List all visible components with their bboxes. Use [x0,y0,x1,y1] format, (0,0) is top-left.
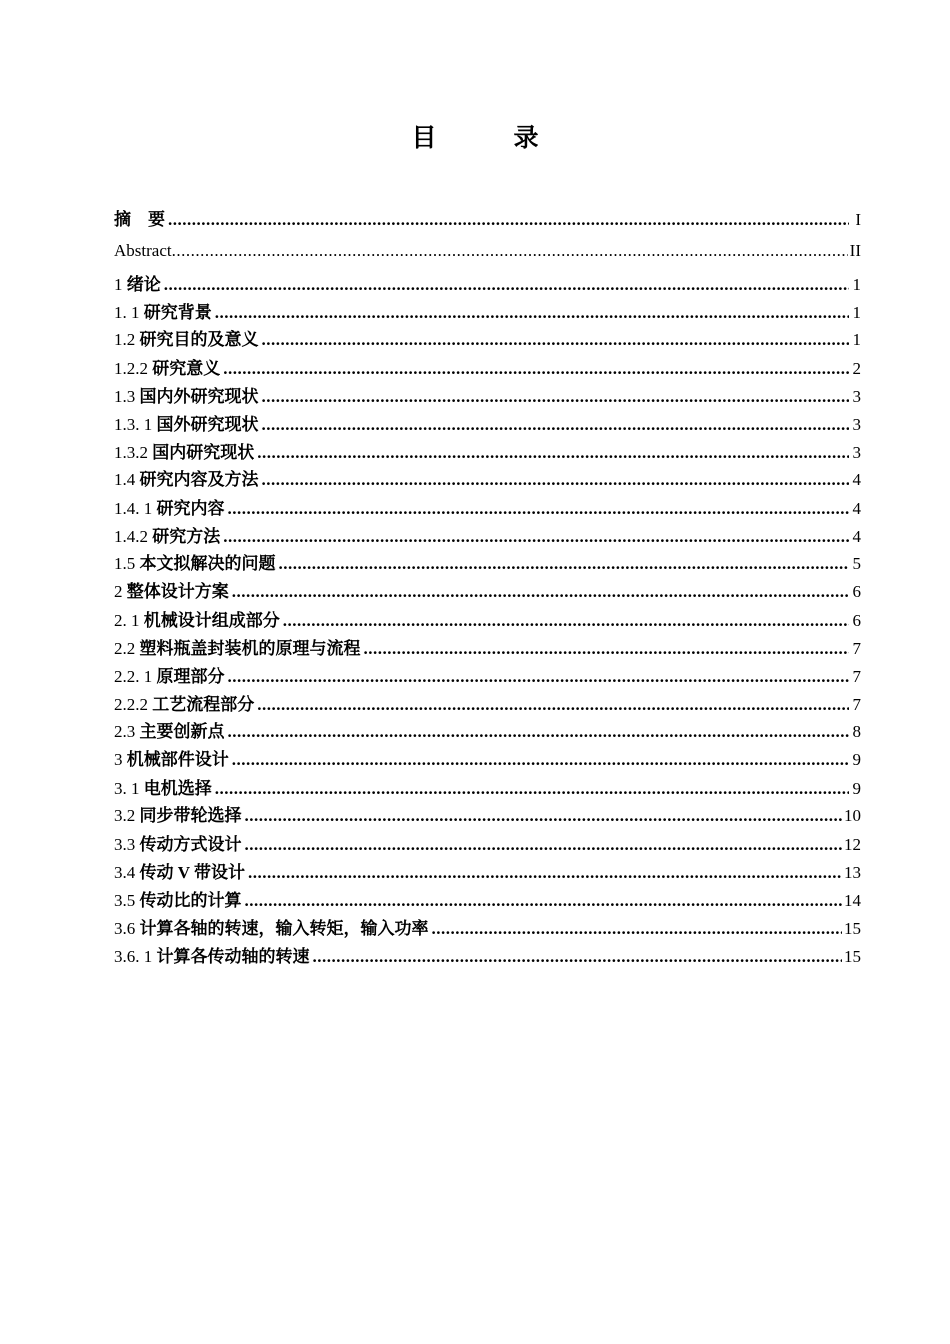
dot-leader [245,889,843,913]
toc-entry-page: 14 [844,891,861,910]
toc-entry-page: 2 [852,359,861,378]
toc-entry-page: 15 [844,919,861,938]
toc-entry-title: Abstract [114,241,172,260]
dot-leader [172,239,848,263]
toc-entry[interactable] [114,833,861,857]
toc-entry-number: 1.3. 1 [114,415,157,434]
toc-entry-page: 3 [852,443,861,462]
dot-leader [432,917,843,941]
toc-entry-page: 3 [852,415,861,434]
toc-entry-page: 4 [852,527,861,546]
toc-entry-title: 研究内容及方法 [139,470,259,489]
toc-entry[interactable] [114,861,861,885]
toc-entry-title: 研究方法 [152,527,221,546]
toc-entry-number: 1.2 [114,330,140,349]
toc-entry-page: 7 [852,639,861,658]
toc-entry[interactable] [114,693,861,717]
toc-entry-page: 4 [852,499,861,518]
toc-entry-title: 国外研究现状 [156,415,259,434]
toc-entry-page: 15 [844,947,861,966]
dot-leader [262,413,850,437]
toc-entry-page: 7 [852,695,861,714]
toc-entry-title: 原理部分 [156,667,225,686]
toc-entry-title: 国内外研究现状 [139,387,259,406]
dot-leader [257,693,849,717]
toc-entry-number: 2.2 [114,639,140,658]
toc-entry-page: II [849,241,861,260]
toc-entry-page: 4 [852,470,861,489]
toc-entry-number: 3. 1 [114,779,144,798]
dot-leader [223,525,849,549]
toc-entry-title: 研究背景 [143,303,212,322]
toc-entry[interactable] [114,497,861,521]
toc-entry-title: 研究意义 [152,359,221,378]
dot-leader [245,833,843,857]
toc-entry-title: 研究目的及意义 [139,330,259,349]
toc-entry-abstract-cn[interactable] [114,208,861,232]
toc-entry-title: 同步带轮选择 [139,806,242,825]
toc-entry-title: 传动比的计算 [139,891,242,910]
toc-entry-number: 3.5 [114,891,140,910]
dot-leader [248,861,842,885]
dot-leader [262,385,850,409]
toc-entry-title: 绪论 [126,275,161,294]
toc-entry[interactable] [114,413,861,437]
toc-entry-number: 1.5 [114,554,140,573]
dot-leader [262,328,850,352]
toc-entry-number: 2.2. 1 [114,667,157,686]
toc-entry-number: 1.3.2 [114,443,153,462]
toc-entry-number: 1 [114,275,127,294]
toc-entry[interactable] [114,917,861,941]
toc-entry[interactable] [114,468,861,492]
toc-entry[interactable] [114,777,861,801]
toc-entry-page: I [855,210,861,229]
toc-entry[interactable] [114,301,861,325]
dot-leader [257,441,849,465]
toc-entry-page: 8 [852,722,861,741]
toc-entry-number: 3.2 [114,806,140,825]
toc-entry-title: 电机选择 [143,779,212,798]
toc-entry[interactable] [114,945,861,969]
dot-leader [364,637,850,661]
toc-entry-page: 10 [844,806,861,825]
dot-leader [215,777,849,801]
toc-entry-page: 6 [852,582,861,601]
dot-leader [228,720,850,744]
toc-entry[interactable] [114,637,861,661]
toc-entry-page: 9 [852,750,861,769]
toc-entry-page: 9 [852,779,861,798]
toc-entry-page: 5 [852,554,861,573]
toc-entry[interactable] [114,525,861,549]
dot-leader [283,609,849,633]
toc-entry[interactable] [114,720,861,744]
dot-leader [313,945,843,969]
toc-entry-title: 机械设计组成部分 [143,611,280,630]
toc-entry-number: 3.6 [114,919,140,938]
toc-entry-title: 计算各轴的转速，输入转矩，输入功率 [139,919,429,938]
toc-entry[interactable] [114,889,861,913]
dot-leader [228,665,850,689]
toc-entry-page: 7 [852,667,861,686]
toc-entry-title: 传动方式设计 [139,835,242,854]
toc-entry-page: 1 [852,303,861,322]
toc-entry-title: 塑料瓶盖封装机的原理与流程 [139,639,361,658]
dot-leader [279,552,850,576]
toc-entry-number: 1. 1 [114,303,144,322]
toc-entry[interactable] [114,609,861,633]
toc-entry-number: 3 [114,750,127,769]
dot-leader [232,580,849,604]
toc-entry-abstract-en[interactable] [114,239,861,263]
toc-entry[interactable] [114,748,861,772]
toc-entry-number: 3.6. 1 [114,947,157,966]
toc-entry[interactable] [114,552,861,576]
toc-entry-number: 2 [114,582,127,601]
toc-entry-number: 1.3 [114,387,140,406]
toc-entry-number: 1.4 [114,470,140,489]
toc-entry-page: 1 [852,275,861,294]
toc-entry-title: 机械部件设计 [126,750,229,769]
toc-entry-page: 1 [852,330,861,349]
toc-entry-title: 工艺流程部分 [152,695,255,714]
toc-entry-page: 3 [852,387,861,406]
dot-leader [215,301,849,325]
toc-entry-number: 3.3 [114,835,140,854]
toc-entry-page: 12 [844,835,861,854]
dot-leader [245,804,843,828]
toc-entry-page: 6 [852,611,861,630]
toc-entry-number: 2. 1 [114,611,144,630]
toc-entry-title: 本文拟解决的问题 [139,554,276,573]
dot-leader [262,468,850,492]
toc-entry-page: 13 [844,863,861,882]
toc-entry-number: 2.2.2 [114,695,153,714]
toc-entry-title: 传动 V 带设计 [139,863,245,882]
toc-entry[interactable] [114,665,861,689]
toc-entry-title: 主要创新点 [139,722,225,741]
toc-entry[interactable] [114,273,861,297]
toc-entry[interactable] [114,580,861,604]
toc-entry[interactable] [114,357,861,381]
toc-entry-number: 1.4. 1 [114,499,157,518]
toc-entry-number: 2.3 [114,722,140,741]
dot-leader [228,497,850,521]
toc-entry-title: 国内研究现状 [152,443,255,462]
toc-entry-number: 3.4 [114,863,140,882]
dot-leader [168,208,849,232]
toc-entry-number: 1.4.2 [114,527,153,546]
toc-entry[interactable] [114,328,861,352]
toc-entry[interactable] [114,441,861,465]
toc-entry-title: 研究内容 [156,499,225,518]
toc-entry[interactable] [114,385,861,409]
dot-leader [232,748,849,772]
dot-leader [164,273,849,297]
dot-leader [223,357,849,381]
toc-entry[interactable] [114,804,861,828]
toc-entry-title: 整体设计方案 [126,582,229,601]
toc-entry-title: 摘 要 [114,210,165,229]
toc-entry-title: 计算各传动轴的转速 [156,947,310,966]
toc-entry-number: 1.2.2 [114,359,153,378]
page-title: 目 录 [411,123,565,152]
